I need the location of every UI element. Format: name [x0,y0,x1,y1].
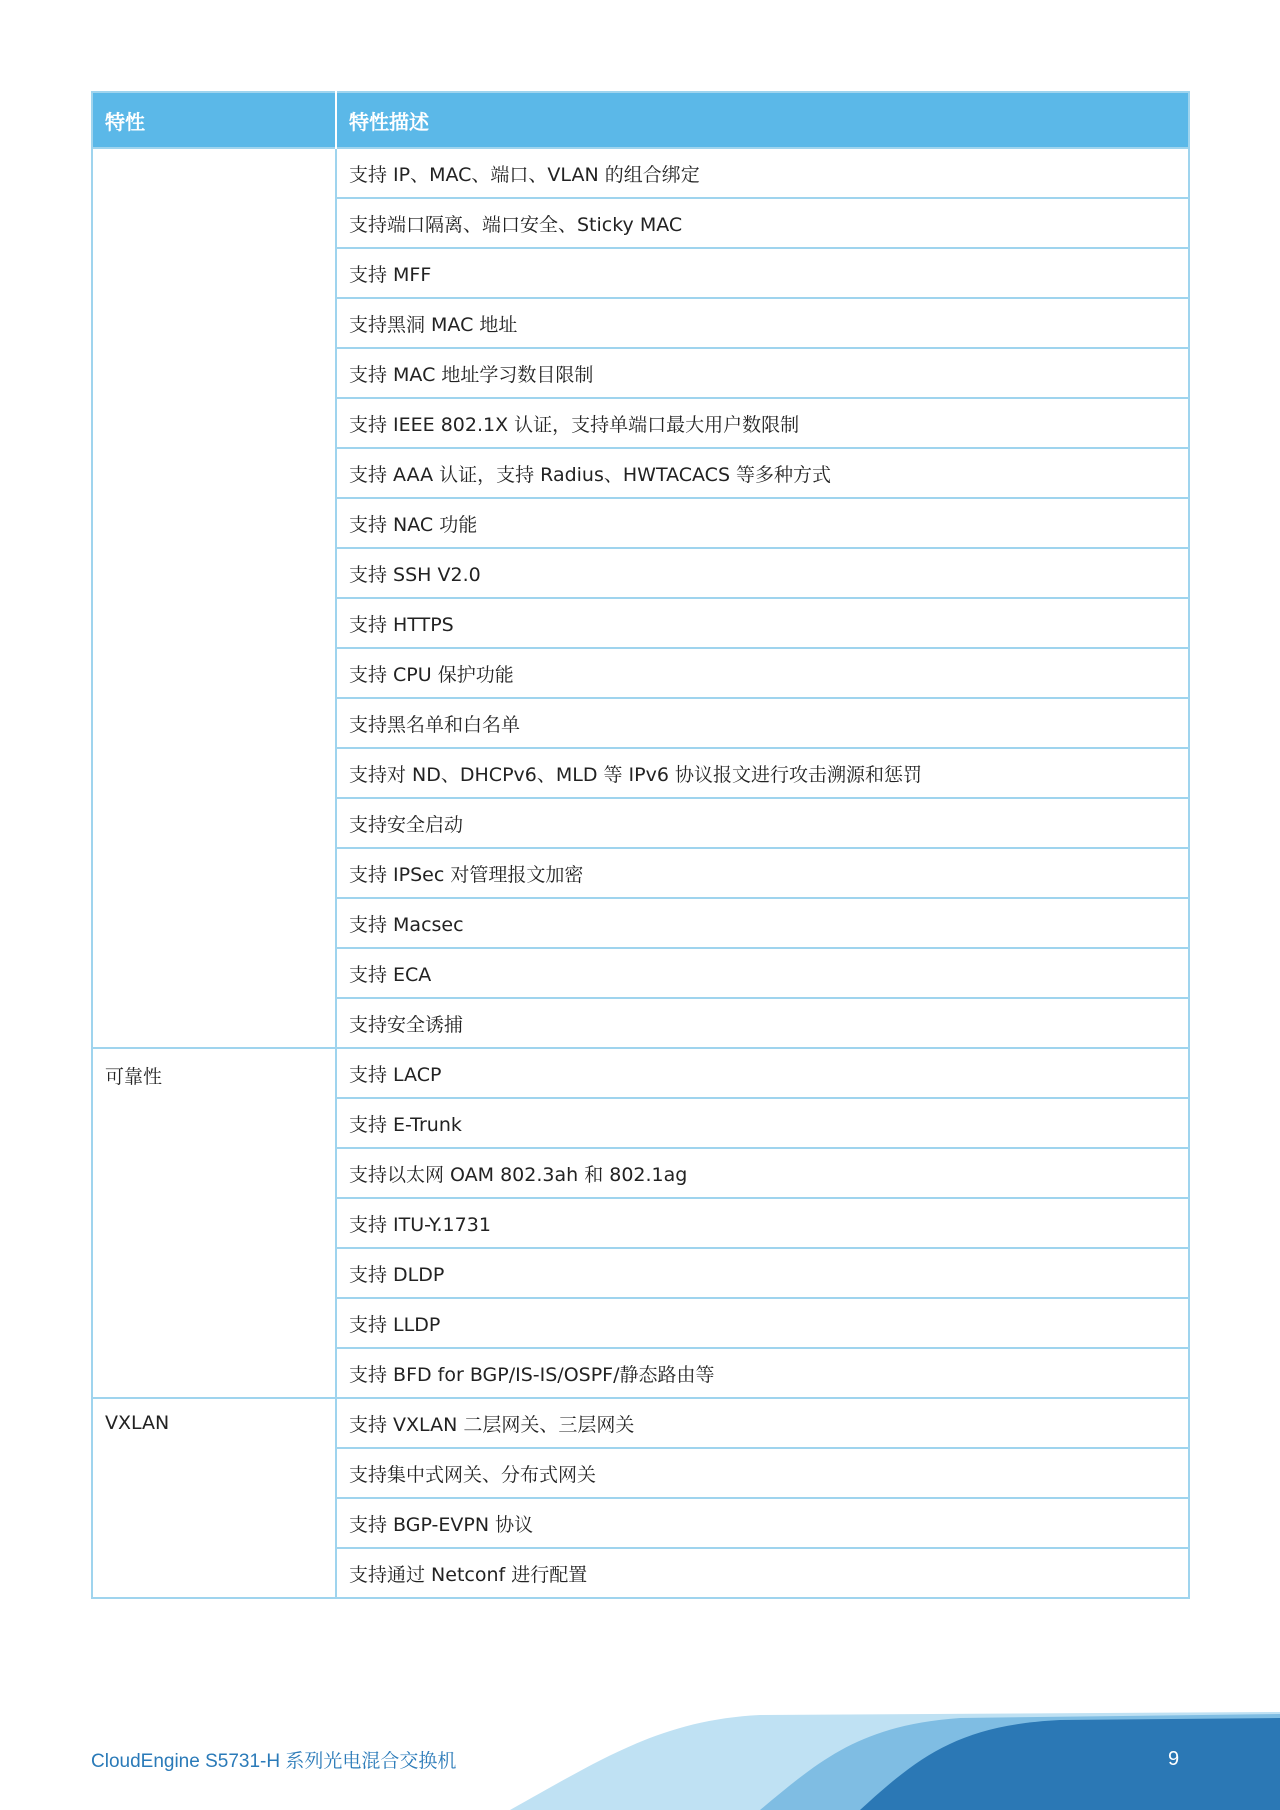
feature-description-cell: 支持 NAC 功能 [336,498,1189,548]
feature-description-cell: 支持 ITU-Y.1731 [336,1198,1189,1248]
header-feature: 特性 [92,92,336,148]
feature-description-cell: 支持 DLDP [336,1248,1189,1298]
feature-description-cell: 支持 IPSec 对管理报文加密 [336,848,1189,898]
feature-description-cell: 支持 ECA [336,948,1189,998]
feature-description-cell: 支持 LACP [336,1048,1189,1098]
feature-description-cell: 支持 AAA 认证，支持 Radius、HWTACACS 等多种方式 [336,448,1189,498]
page-number: 9 [1168,1748,1180,1770]
feature-description-cell: 支持 IEEE 802.1X 认证，支持单端口最大用户数限制 [336,398,1189,448]
feature-description-cell: 支持 SSH V2.0 [336,548,1189,598]
table-row [92,148,1189,198]
feature-description-cell: 支持端口隔离、端口安全、Sticky MAC [336,198,1189,248]
feature-description-cell: 支持安全启动 [336,798,1189,848]
feature-description-cell: 支持 MFF [336,248,1189,298]
feature-description-cell: 支持 IP、MAC、端口、VLAN 的组合绑定 [336,148,1189,198]
feature-description-cell: 支持通过 Netconf 进行配置 [336,1548,1189,1598]
table-body [92,148,1189,1598]
footer-product-title: CloudEngine S5731-H 系列光电混合交换机 [91,1751,457,1772]
feature-description-cell: 支持 MAC 地址学习数目限制 [336,348,1189,398]
feature-description-cell: 支持安全诱捕 [336,998,1189,1048]
feature-description-cell: 支持以太网 OAM 802.3ah 和 802.1ag [336,1148,1189,1198]
feature-description-cell: 支持对 ND、DHCPv6、MLD 等 IPv6 协议报文进行攻击溯源和惩罚 [336,748,1189,798]
table-row [92,1048,1189,1098]
feature-description-cell: 支持 E-Trunk [336,1098,1189,1148]
feature-cell: 可靠性 [92,1048,336,1398]
feature-cell [92,148,336,1048]
table-header-row [92,92,1189,148]
feature-cell: VXLAN [92,1398,336,1598]
feature-description-cell: 支持集中式网关、分布式网关 [336,1448,1189,1498]
feature-description-cell: 支持 BFD for BGP/IS-IS/OSPF/静态路由等 [336,1348,1189,1398]
feature-description-cell: 支持 BGP-EVPN 协议 [336,1498,1189,1548]
feature-description-cell: 支持 LLDP [336,1298,1189,1348]
header-description: 特性描述 [336,92,1189,148]
feature-description-cell: 支持 Macsec [336,898,1189,948]
feature-description-cell: 支持 HTTPS [336,598,1189,648]
table-row [92,1398,1189,1448]
feature-description-cell: 支持黑洞 MAC 地址 [336,298,1189,348]
feature-description-cell: 支持 CPU 保护功能 [336,648,1189,698]
feature-spec-table [91,91,1190,1599]
feature-description-cell: 支持黑名单和白名单 [336,698,1189,748]
feature-description-cell: 支持 VXLAN 二层网关、三层网关 [336,1398,1189,1448]
